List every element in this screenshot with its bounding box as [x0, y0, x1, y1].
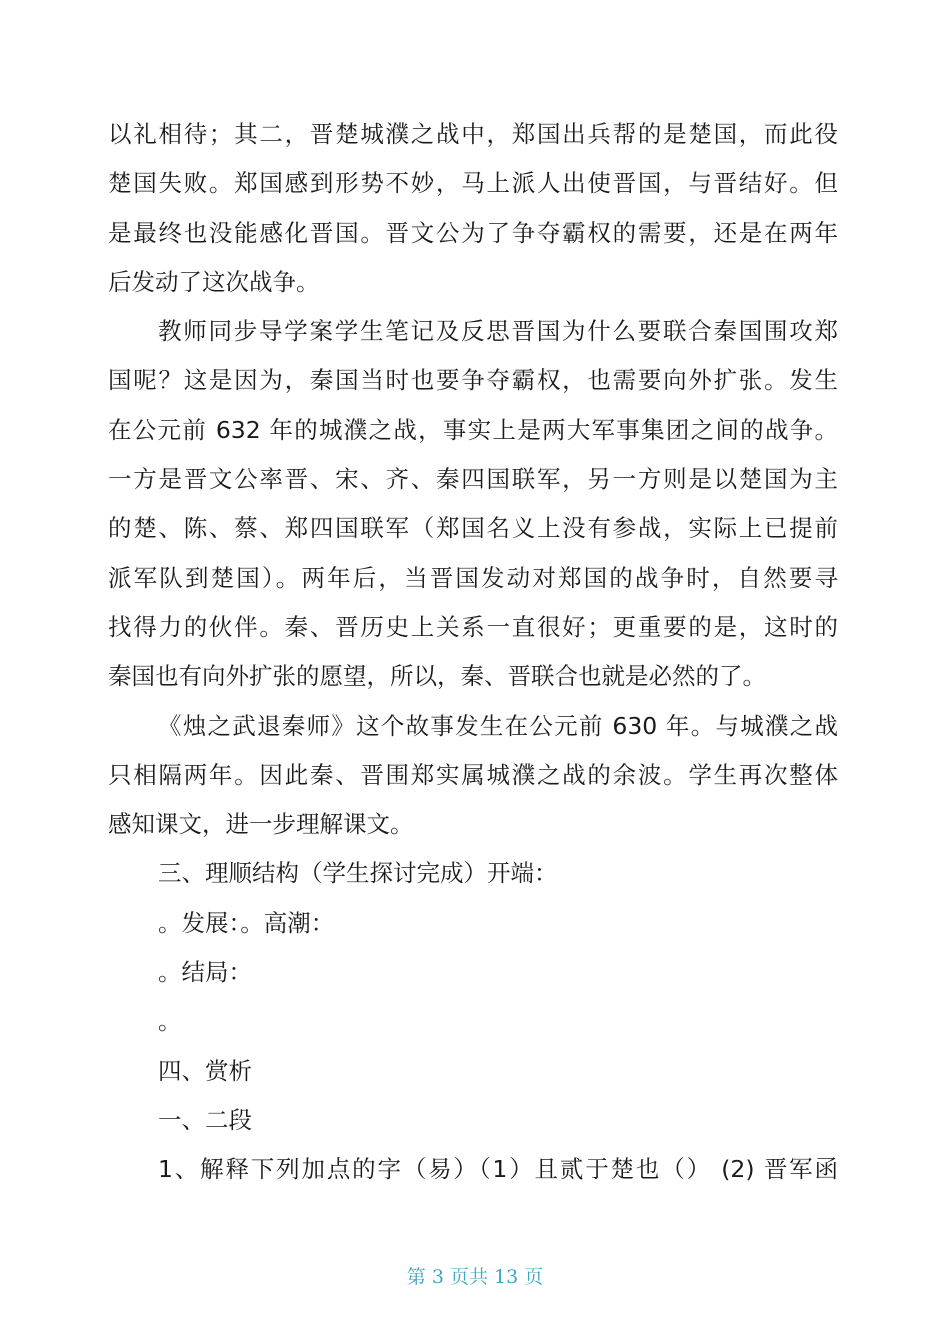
text-line: 楚国失败。郑国感到形势不妙，马上派人出使晋国，与晋结好。但: [108, 169, 838, 198]
section-heading: 四、赏析: [158, 1056, 252, 1085]
text-line: 找得力的伙伴。秦、晋历史上关系一直很好；更重要的是，这时的: [108, 612, 838, 641]
paragraph-first-line: 《烛之武退秦师》这个故事发生在公元前 630 年。与城濮之战: [158, 711, 838, 740]
page-number-footer: 第 3 页共 13 页: [406, 1266, 544, 1288]
text-line: 。结局：: [158, 958, 252, 987]
subsection-heading: 一、二段: [158, 1105, 252, 1134]
document-body: [108, 110, 838, 1195]
section-heading: 三、理顺结构（学生探讨完成）开端：: [158, 859, 558, 888]
text-line: 的楚、陈、蔡、郑四国联军（郑国名义上没有参战，实际上已提前: [108, 514, 838, 543]
text-line: 国呢？这是因为，秦国当时也要争夺霸权，也需要向外扩张。发生: [108, 366, 838, 395]
text-line: 。发展：。高潮：: [158, 908, 335, 937]
text-line: 派军队到楚国）。两年后，当晋国发动对郑国的战争时，自然要寻: [108, 563, 838, 592]
text-line: 以礼相待；其二，晋楚城濮之战中，郑国出兵帮的是楚国，而此役: [108, 120, 838, 148]
paragraph-first-line: 教师同步导学案学生笔记及反思晋国为什么要联合秦国围攻郑: [158, 317, 838, 346]
text-line: 感知课文，进一步理解课文。: [108, 810, 414, 839]
text-line: 只相隔两年。因此秦、晋围郑实属城濮之战的余波。学生再次整体: [108, 760, 838, 789]
text-line: 是最终也没能感化晋国。晋文公为了争夺霸权的需要，还是在两年: [108, 218, 838, 247]
text-line: 在公元前 632 年的城濮之战，事实上是两大军事集团之间的战争。: [108, 415, 838, 444]
question-line: 1、解释下列加点的字（易）（1）且贰于楚也（） (2) 晋军函: [158, 1155, 838, 1184]
text-line: 后发动了这次战争。: [108, 267, 320, 296]
text-line: 一方是晋文公率晋、宋、齐、秦四国联军，另一方则是以楚国为主: [108, 465, 838, 494]
text-line: 。: [158, 1007, 182, 1036]
text-line: 秦国也有向外扩张的愿望，所以，秦、晋联合也就是必然的了。: [108, 662, 766, 691]
